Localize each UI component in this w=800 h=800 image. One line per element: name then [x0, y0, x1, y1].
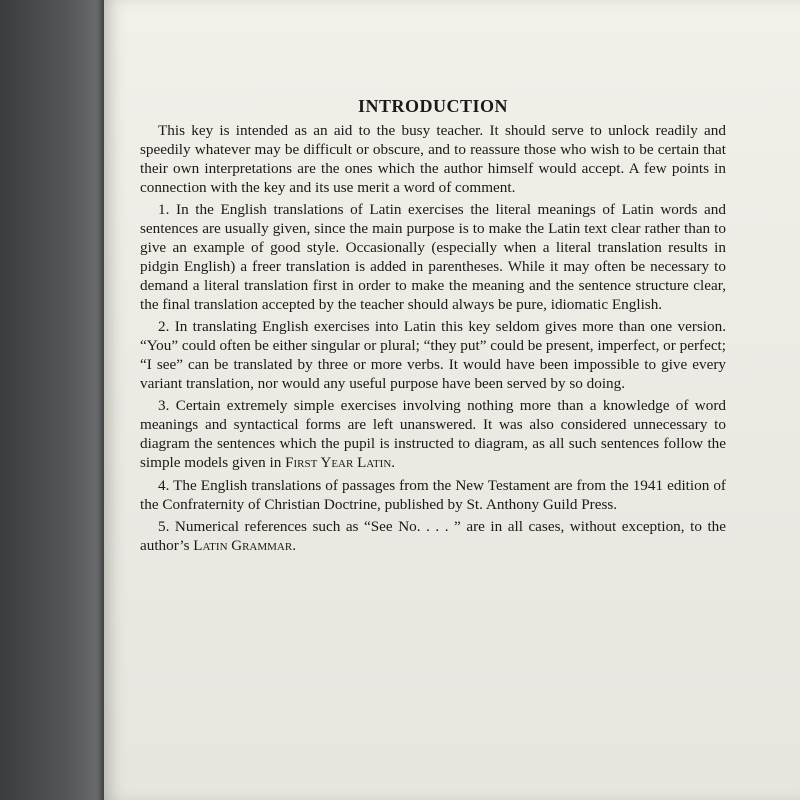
point-3-end: . — [391, 454, 396, 471]
point-4-paragraph: 4. The English translations of passages from the New Testament are from the 1941 edition of the Confraternity of Christian Doctrine, published by St. Anthony Guild Press. — [140, 477, 726, 513]
point-5-text: 5. Numerical references such as “See No. . . . ” are in all cases, without exception, to the author’s — [140, 518, 726, 554]
point-3-text: 3. Certain extremely simple exercises involving nothing more than a knowledge of word meanings and syntactical forms are left unanswered. It was also considered unnecessary to diagram the sentences which the pupil is instructed to diagram, as all such sentences follow the simple models given in — [140, 397, 726, 471]
book-page — [104, 0, 800, 800]
point-5-paragraph — [140, 517, 726, 556]
intro-paragraph: This key is intended as an aid to the busy teacher. It should serve to unlock readily and speedily whatever may be difficult or obscure, and to reassure those who wish to be certain that their own interpretations are the ones which the author himself would accept. A few points in connection with the key and its use merit a word of comment. — [140, 122, 726, 196]
point-3-paragraph — [140, 396, 726, 473]
first-year-latin-ref: First Year Latin — [285, 455, 392, 471]
point-2-paragraph: 2. In translating English exercises into Latin this key seldom gives more than one version. “You” could often be either singular or plural; “they put” could be present, imperfect, or perfect; “I see” can be translated by three or more verbs. It would have been impossible to give every variant translation, nor would any useful purpose have been served by so doing. — [140, 318, 726, 392]
latin-grammar-ref: Latin Grammar — [193, 538, 293, 554]
point-1-paragraph: 1. In the English translations of Latin exercises the literal meanings of Latin words and sentences are usually given, since the main purpose is to make the Latin text clear rather than to give an example of good style. Occasionally (especially when a literal translation results in pidgin English) a freer translation is added in parentheses. While it may often be necessary to demand a literal translation first in order to make the meaning and the sentence structure clear, the final translation accepted by the teacher should always be pure, idiomatic English. — [140, 201, 726, 313]
page-content — [140, 96, 726, 559]
page-title: INTRODUCTION — [357, 96, 509, 116]
point-5-end: . — [292, 537, 297, 554]
